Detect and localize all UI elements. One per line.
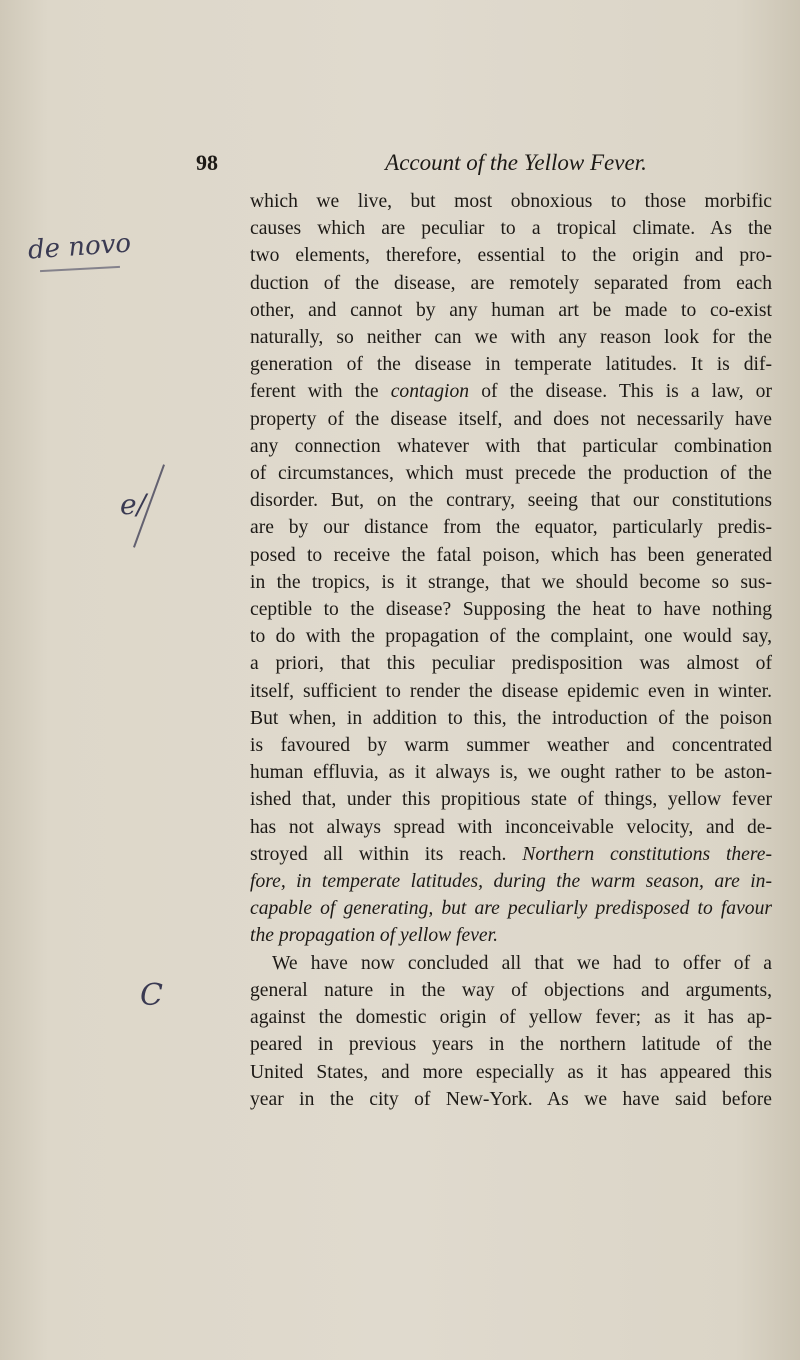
text-line-with-italic bbox=[250, 378, 772, 405]
page-header bbox=[196, 150, 736, 180]
italic-term-contagion: contagion bbox=[390, 381, 470, 403]
body-text bbox=[250, 188, 772, 1113]
text-line: are by our distance from the equator, particularly predis- bbox=[250, 517, 772, 539]
paragraph-1 bbox=[250, 188, 772, 950]
text-line: year in the city of New-York. As we have said before bbox=[250, 1088, 772, 1110]
paragraph-2 bbox=[250, 950, 772, 1113]
text-line: We have now concluded all that we had to offer of a bbox=[272, 952, 772, 974]
text-line: to do with the propagation of the complaint, one would say, bbox=[250, 626, 772, 648]
text-fragment: of the disease. This is a law, or bbox=[481, 381, 772, 403]
margin-note-handwritten-2: e/ bbox=[120, 488, 147, 521]
text-line-with-italic bbox=[250, 841, 772, 868]
text-line: ceptible to the disease? Supposing the heat to have nothing bbox=[250, 599, 772, 621]
text-line: naturally, so neither can we with any reason look for the bbox=[250, 327, 772, 349]
text-line: itself, sufficient to render the disease epidemic even in winter. bbox=[250, 680, 772, 702]
text-fragment: ferent with the bbox=[250, 381, 379, 403]
text-line: disorder. But, on the contrary, seeing that our constitutions bbox=[250, 490, 772, 512]
text-line: United States, and more especially as it has appeared this bbox=[250, 1061, 772, 1083]
margin-note-underline bbox=[40, 266, 120, 272]
text-line: in the tropics, is it strange, that we should become so sus- bbox=[250, 571, 772, 593]
margin-note-handwritten-3: C bbox=[140, 978, 163, 1013]
text-fragment: stroyed all within its reach. bbox=[250, 843, 507, 865]
italic-text-line: the propagation of yellow fever. bbox=[250, 925, 498, 947]
text-line: against the domestic origin of yellow fever; as it has ap- bbox=[250, 1007, 772, 1029]
running-title: Account of the Yellow Fever. bbox=[385, 150, 647, 175]
text-line: peared in previous years in the northern latitude of the bbox=[250, 1034, 772, 1056]
text-line: human effluvia, as it always is, we ought rather to be aston- bbox=[250, 762, 772, 784]
text-line: posed to receive the fatal poison, which has been generated bbox=[250, 544, 772, 566]
italic-text-line: capable of generating, but are peculiarly predisposed to favour bbox=[250, 898, 772, 920]
text-line: any connection whatever with that particular combination bbox=[250, 435, 772, 457]
text-line: a priori, that this peculiar predisposition was almost of bbox=[250, 653, 772, 675]
text-line: is favoured by warm summer weather and concentrated bbox=[250, 735, 772, 757]
margin-note-handwritten-1: de novo bbox=[27, 228, 132, 266]
text-line: which we live, but most obnoxious to those morbific bbox=[250, 191, 772, 212]
page-number: 98 bbox=[196, 150, 218, 175]
italic-text-line: fore, in temperate latitudes, during the warm season, are in- bbox=[250, 871, 772, 893]
text-line: two elements, therefore, essential to the origin and pro- bbox=[250, 245, 772, 267]
text-line: of circumstances, which must precede the production of the bbox=[250, 463, 772, 485]
text-line: generation of the disease in temperate latitudes. It is dif- bbox=[250, 354, 772, 376]
text-line: But when, in addition to this, the introduction of the poison bbox=[250, 707, 772, 729]
text-line: has not always spread with inconceivable velocity, and de- bbox=[250, 816, 772, 838]
text-line: ished that, under this propitious state of things, yellow fever bbox=[250, 789, 772, 811]
text-line: other, and cannot by any human art be made to co-exist bbox=[250, 299, 772, 321]
italic-conclusion: Northern constitutions there- bbox=[522, 843, 772, 865]
text-line: duction of the disease, are remotely separated from each bbox=[250, 272, 772, 294]
text-line: causes which are peculiar to a tropical climate. As the bbox=[250, 218, 772, 240]
text-line: general nature in the way of objections and arguments, bbox=[250, 979, 772, 1001]
text-line: property of the disease itself, and does not necessarily have bbox=[250, 408, 772, 430]
